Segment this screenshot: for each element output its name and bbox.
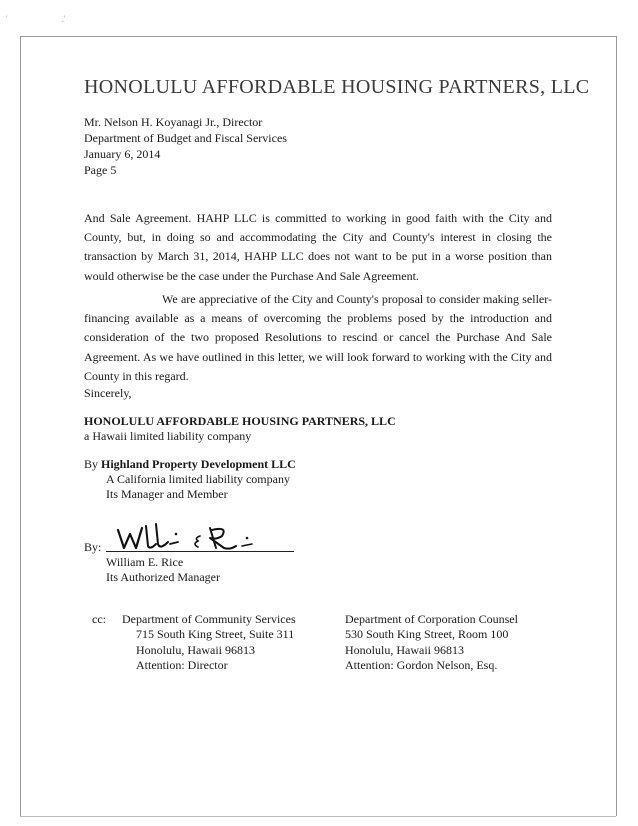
cc-recipient-street: 530 South King Street, Room 100: [345, 627, 509, 642]
page-number: Page 5: [84, 163, 117, 177]
signer-name: William E. Rice: [106, 555, 184, 569]
cc-recipient-attention: Attention: Gordon Nelson, Esq.: [345, 657, 498, 672]
cc-recipient-attention: Attention: Director: [136, 657, 228, 672]
manager-type: A California limited liability company: [106, 472, 290, 486]
recipient-block: [84, 114, 287, 178]
manager-block: [106, 472, 290, 501]
page-border-right: [616, 36, 617, 816]
page-border-top: [20, 36, 616, 37]
letterhead: HONOLULU AFFORDABLE HOUSING PARTNERS, LLC: [84, 76, 590, 98]
body-paragraph-1: And Sale Agreement. HAHP LLC is committed to working in good faith with the City and County, but, in doing so and accommodating the City and County's interest in closing the transaction by March 31, 2014, HAHP LLC does not want to be put in a worse position than would otherwise be the case under the Purchase And Sale Agreement.: [84, 211, 552, 283]
signer-title: Its Authorized Manager: [106, 570, 220, 584]
letter-date: January 6, 2014: [84, 147, 161, 161]
body-paragraph-2: We are appreciative of the City and County's proposal to consider making seller-financing available as a means of overcoming the problems posed by the introduction and consideration of the two proposed Resolutions to rescind or cancel the Purchase And Sale Agreement. As we have outlined in this letter, we will look forward to working with the City and County in this regard.: [84, 292, 552, 383]
manager-company: Highland Property Development LLC: [101, 457, 296, 471]
cc-recipient-city: Honolulu, Hawaii 96813: [345, 642, 464, 657]
signer-block: [106, 555, 220, 585]
manager-by-line: [84, 457, 296, 472]
by-prefix: By: [84, 457, 99, 471]
recipient-department: Department of Budget and Fiscal Services: [84, 131, 287, 145]
cc-recipient-name: Department of Community Services: [122, 612, 296, 626]
page-border-left: [20, 36, 21, 816]
cc-recipient-city: Honolulu, Hawaii 96813: [136, 642, 255, 657]
cc-recipient-street: 715 South King Street, Suite 311: [136, 627, 295, 642]
cc-recipient-name: Department of Corporation Counsel: [345, 612, 518, 626]
recipient-name: Mr. Nelson H. Koyanagi Jr., Director: [84, 115, 263, 129]
closing-salutation: Sincerely,: [84, 386, 132, 400]
cc-label: cc:: [92, 612, 106, 626]
scan-specks: ' .': [6, 14, 66, 24]
page-border-bottom: [20, 816, 616, 817]
signature-line: [106, 551, 294, 552]
cc-recipient-1: [122, 612, 296, 673]
closing-company: HONOLULU AFFORDABLE HOUSING PARTNERS, LLC: [84, 414, 396, 428]
manager-role: Its Manager and Member: [106, 486, 228, 501]
cc-recipient-2: [345, 612, 518, 673]
closing-company-type: a Hawaii limited liability company: [84, 429, 252, 443]
signature-by-label: By:: [84, 540, 102, 554]
